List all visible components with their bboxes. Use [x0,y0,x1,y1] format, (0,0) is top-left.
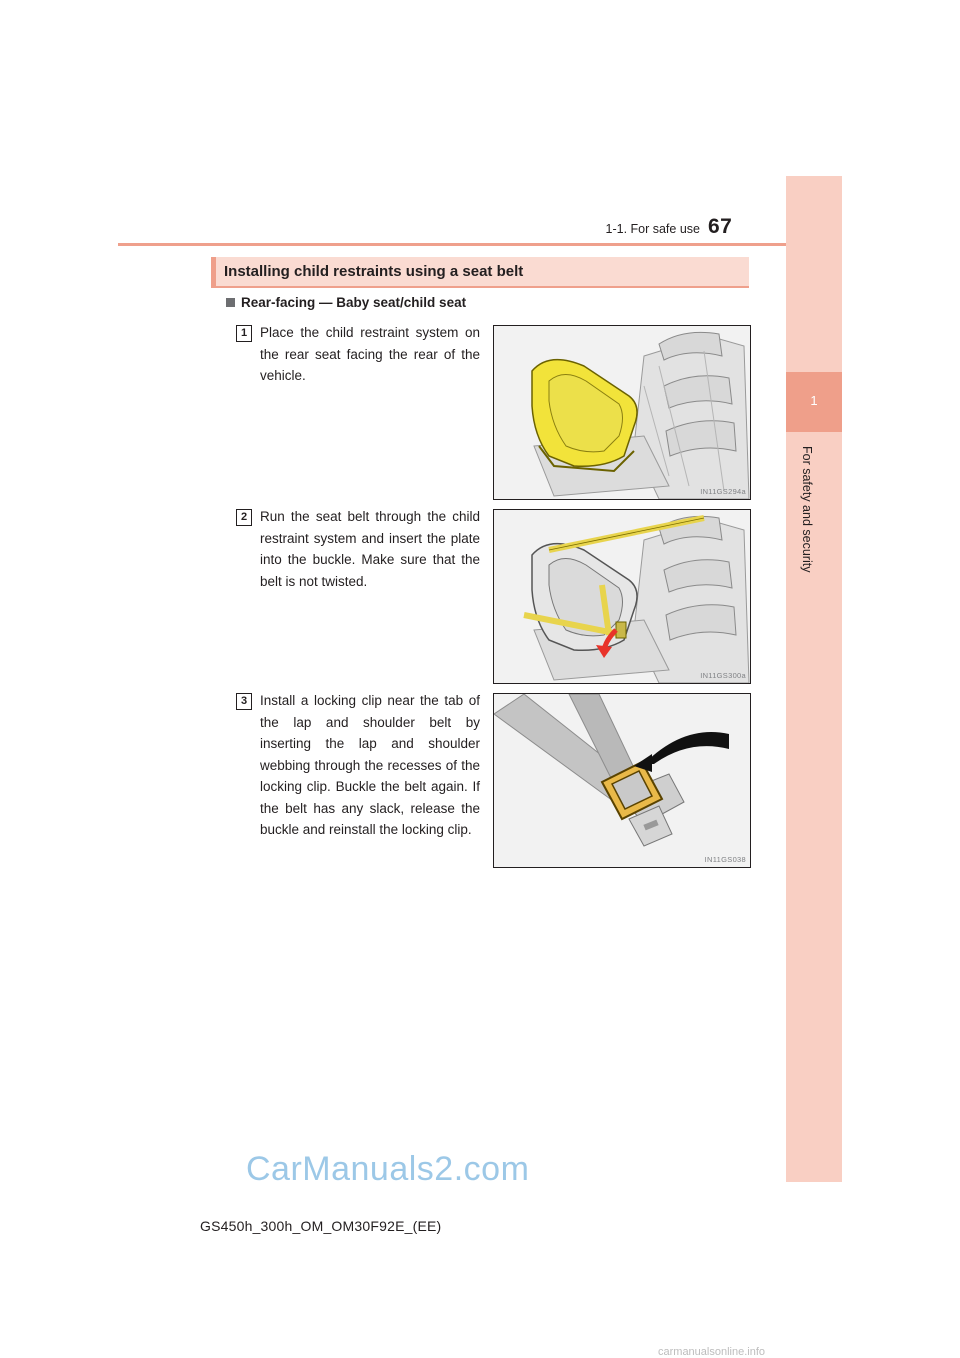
step-2-text: Run the seat belt through the child restraint system and insert the plate into the buckle. Make sure that the belt is not twisted. [260,509,480,589]
footer-model-code: GS450h_300h_OM_OM30F92E_(EE) [200,1218,442,1234]
chapter-title: For safety and security [800,446,814,573]
section-heading-marker [211,257,216,288]
step-1-text: Place the child restraint system on the rear seat facing the rear of the vehicle. [260,325,480,383]
step-number-3: 3 [236,693,252,710]
watermark-secondary: carmanualsonline.info [658,1346,766,1358]
step-number-1: 1 [236,325,252,342]
watermark-carmanuals: CarManuals2.com [246,1150,530,1188]
chapter-side-band [786,176,842,1182]
step-number-2: 2 [236,509,252,526]
figure-code: IN11GS300a [700,671,746,680]
figure-code: IN11GS294a [700,487,746,496]
section-title: Installing child restraints using a seat belt [224,263,524,280]
running-header-section: 1-1. For safe use [605,222,700,236]
figure-code: IN11GS038 [704,855,746,864]
header-rule [118,243,842,246]
page-number: 67 [708,215,733,238]
subsection-title: Rear-facing — Baby seat/child seat [241,295,467,310]
step-3-text: Install a locking clip near the tab of the lap and shoulder belt by inserting the lap and shoulder webbing through the recesses of the locking clip. Buckle the belt again. If the belt has any slack, release the buckle and reinstall the locking clip. [260,693,480,837]
figure-seat-belt-routing [493,509,751,684]
seat-belt-through-child-seat-illustration [494,510,750,683]
square-bullet-icon [226,298,235,307]
figure-locking-clip [493,693,751,868]
rear-seat-with-baby-seat-illustration [494,326,750,499]
subsection-heading [226,295,466,310]
locking-clip-on-belt-illustration [494,694,750,867]
chapter-number: 1 [810,393,818,408]
figure-rear-facing-seat-placement [493,325,751,500]
